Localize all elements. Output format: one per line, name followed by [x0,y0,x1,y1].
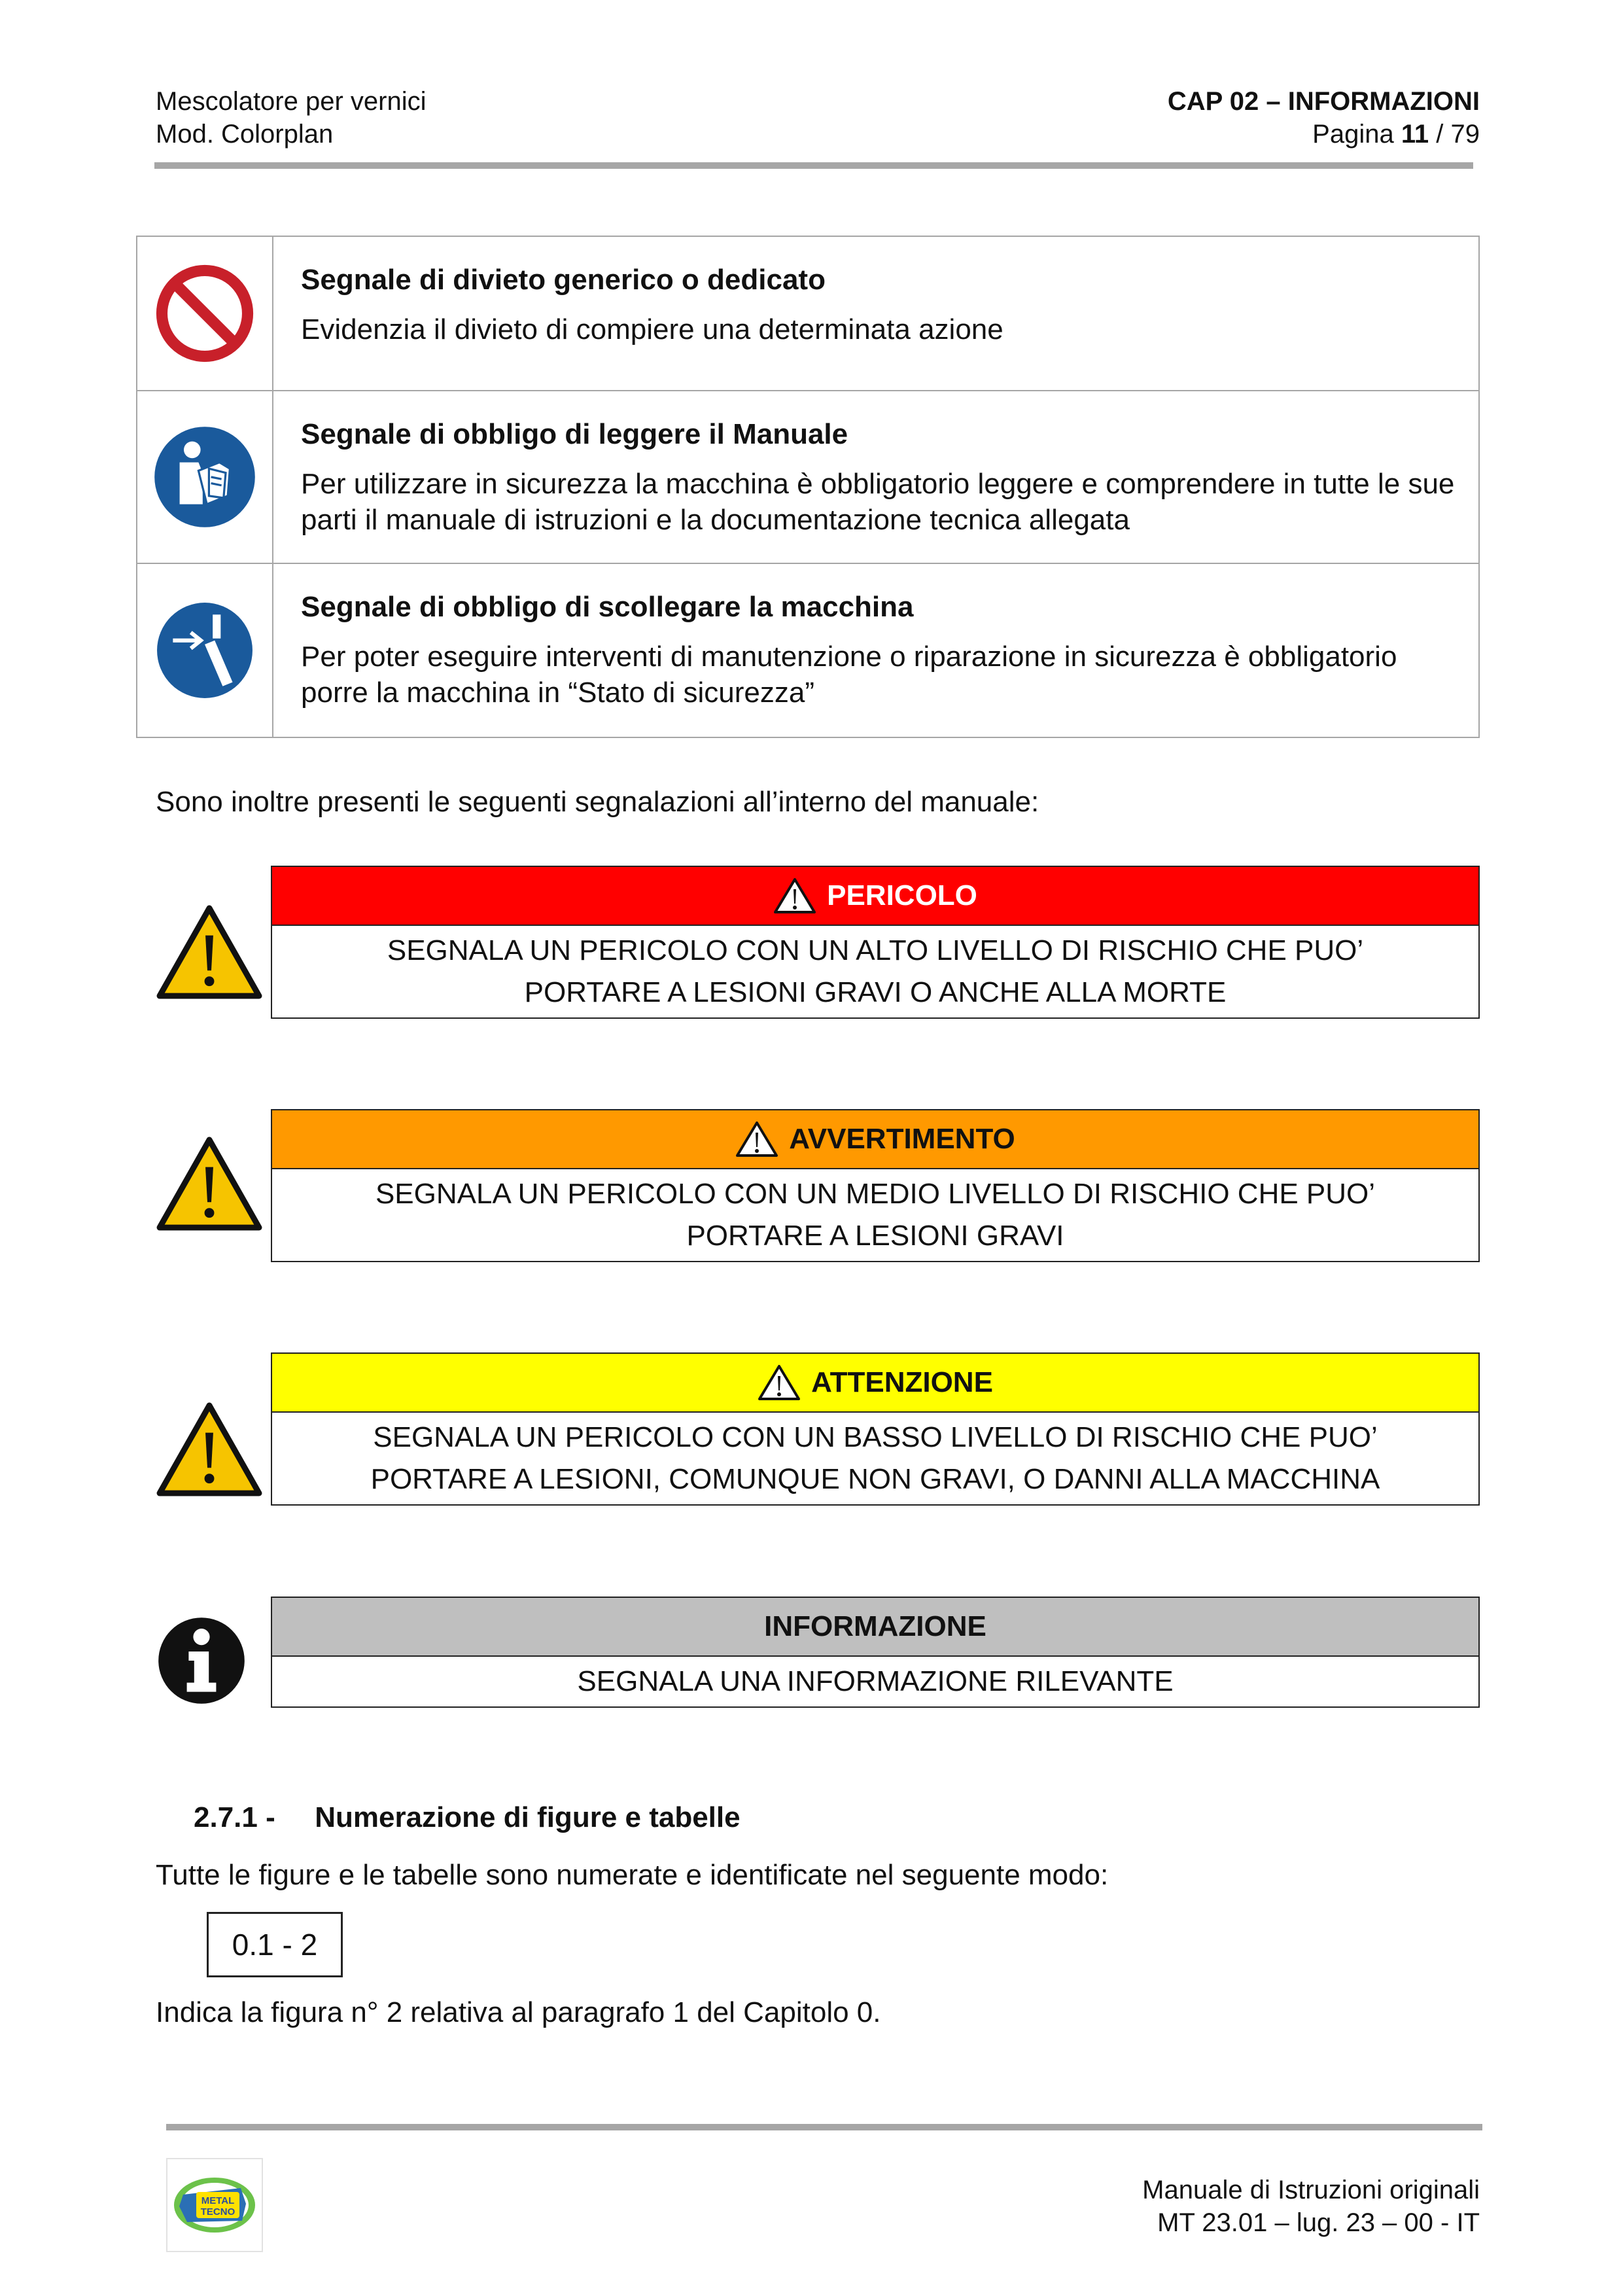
section-heading [194,1799,741,1836]
warning-small-icon [773,877,816,914]
product-name: Mescolatore per vernici [156,87,427,116]
section-number: 2.7.1 - [194,1801,275,1833]
danger-line-2: PORTARE A LESIONI GRAVI O ANCHE ALLA MORTE [524,976,1227,1008]
sign-row-read-manual [137,391,1478,564]
sign-title: Segnale di divieto generico o dedicato [301,264,826,296]
warning-triangle-icon [156,904,263,1003]
warning-triangle-icon [156,1136,263,1235]
danger-label: PERICOLO [827,879,977,911]
sign-row-prohibition [137,237,1478,391]
sign-table [136,236,1480,738]
section-title: Numerazione di figure e tabelle [315,1801,741,1833]
caution-label: ATTENZIONE [811,1366,993,1398]
logo-text-bottom: TECNO [200,2206,236,2217]
info-label: INFORMAZIONE [764,1610,986,1642]
figure-label: 0.1 - 2 [232,1928,318,1962]
read-manual-icon [137,391,273,563]
sign-description: Evidenzia il divieto di compiere una determinata azione [301,313,1003,345]
danger-text [272,926,1478,1017]
info-line-1: SEGNALA UNA INFORMAZIONE RILEVANTE [577,1665,1174,1697]
figure-number-example [207,1912,343,1977]
caution-line-2: PORTARE A LESIONI, COMUNQUE NON GRAVI, O DANNI ALLA MACCHINA [370,1463,1380,1495]
info-box [271,1597,1480,1708]
sign-description: Per utilizzare in sicurezza la macchina è obbligatorio leggere e comprendere in tutte le sue parti il manuale di istruzioni e la documentazione tecnica allegata [301,468,1455,536]
footer-doc-code: MT 23.01 – lug. 23 – 00 - IT [1157,2208,1480,2237]
page-indicator [1168,118,1480,150]
warning-triangle-icon [156,1402,263,1500]
sign-text [273,564,1478,737]
section-text: Tutte le figure e le tabelle sono numerate e identificate nel seguente modo: [156,1859,1109,1891]
warning-label: AVVERTIMENTO [789,1123,1015,1155]
page-number: 11 [1401,120,1429,149]
danger-box [271,866,1480,1019]
footer-right [1142,2174,1480,2239]
warning-small-icon [735,1121,778,1157]
footer-divider [166,2124,1482,2130]
sign-row-disconnect [137,564,1478,737]
info-header [272,1598,1478,1657]
prohibition-icon [137,237,273,390]
danger-header [272,867,1478,926]
page-total: / 79 [1436,120,1480,149]
sign-text [273,237,1478,390]
info-icon [156,1615,247,1710]
sign-title: Segnale di obbligo di scollegare la macchina [301,591,914,623]
footer-manual-title: Manuale di Istruzioni originali [1142,2176,1480,2204]
logo-text-top: METAL [201,2195,235,2206]
danger-line-1: SEGNALA UN PERICOLO CON UN ALTO LIVELLO DI RISCHIO CHE PUO’ [387,934,1364,966]
caution-box [271,1352,1480,1506]
intro-text: Sono inoltre presenti le seguenti segnalazioni all’interno del manuale: [156,786,1039,818]
page-prefix: Pagina [1312,120,1394,149]
header-left [156,85,427,150]
caution-text [272,1413,1478,1504]
header-right [1168,85,1480,150]
sign-description: Per poter eseguire interventi di manutenzione o riparazione in sicurezza è obbligatorio porre la macchina in “Stato di sicurezza” [301,641,1397,709]
caution-line-1: SEGNALA UN PERICOLO CON UN BASSO LIVELLO DI RISCHIO CHE PUO’ [373,1421,1378,1453]
sign-text [273,391,1478,563]
sign-title: Segnale di obbligo di leggere il Manuale [301,418,848,450]
figure-explanation: Indica la figura n° 2 relativa al paragrafo 1 del Capitolo 0. [156,1996,881,2028]
chapter-title: CAP 02 – INFORMAZIONI [1167,87,1480,116]
warning-small-icon [758,1364,801,1401]
model-name: Mod. Colorplan [156,120,334,149]
disconnect-icon [137,564,273,737]
info-text [272,1657,1478,1706]
warning-header [272,1110,1478,1169]
warning-text [272,1169,1478,1261]
header-divider [154,162,1473,169]
caution-header [272,1354,1478,1413]
warning-line-1: SEGNALA UN PERICOLO CON UN MEDIO LIVELLO DI RISCHIO CHE PUO’ [375,1178,1376,1210]
warning-line-2: PORTARE A LESIONI GRAVI [686,1220,1064,1252]
warning-box [271,1109,1480,1262]
company-logo [166,2158,263,2252]
